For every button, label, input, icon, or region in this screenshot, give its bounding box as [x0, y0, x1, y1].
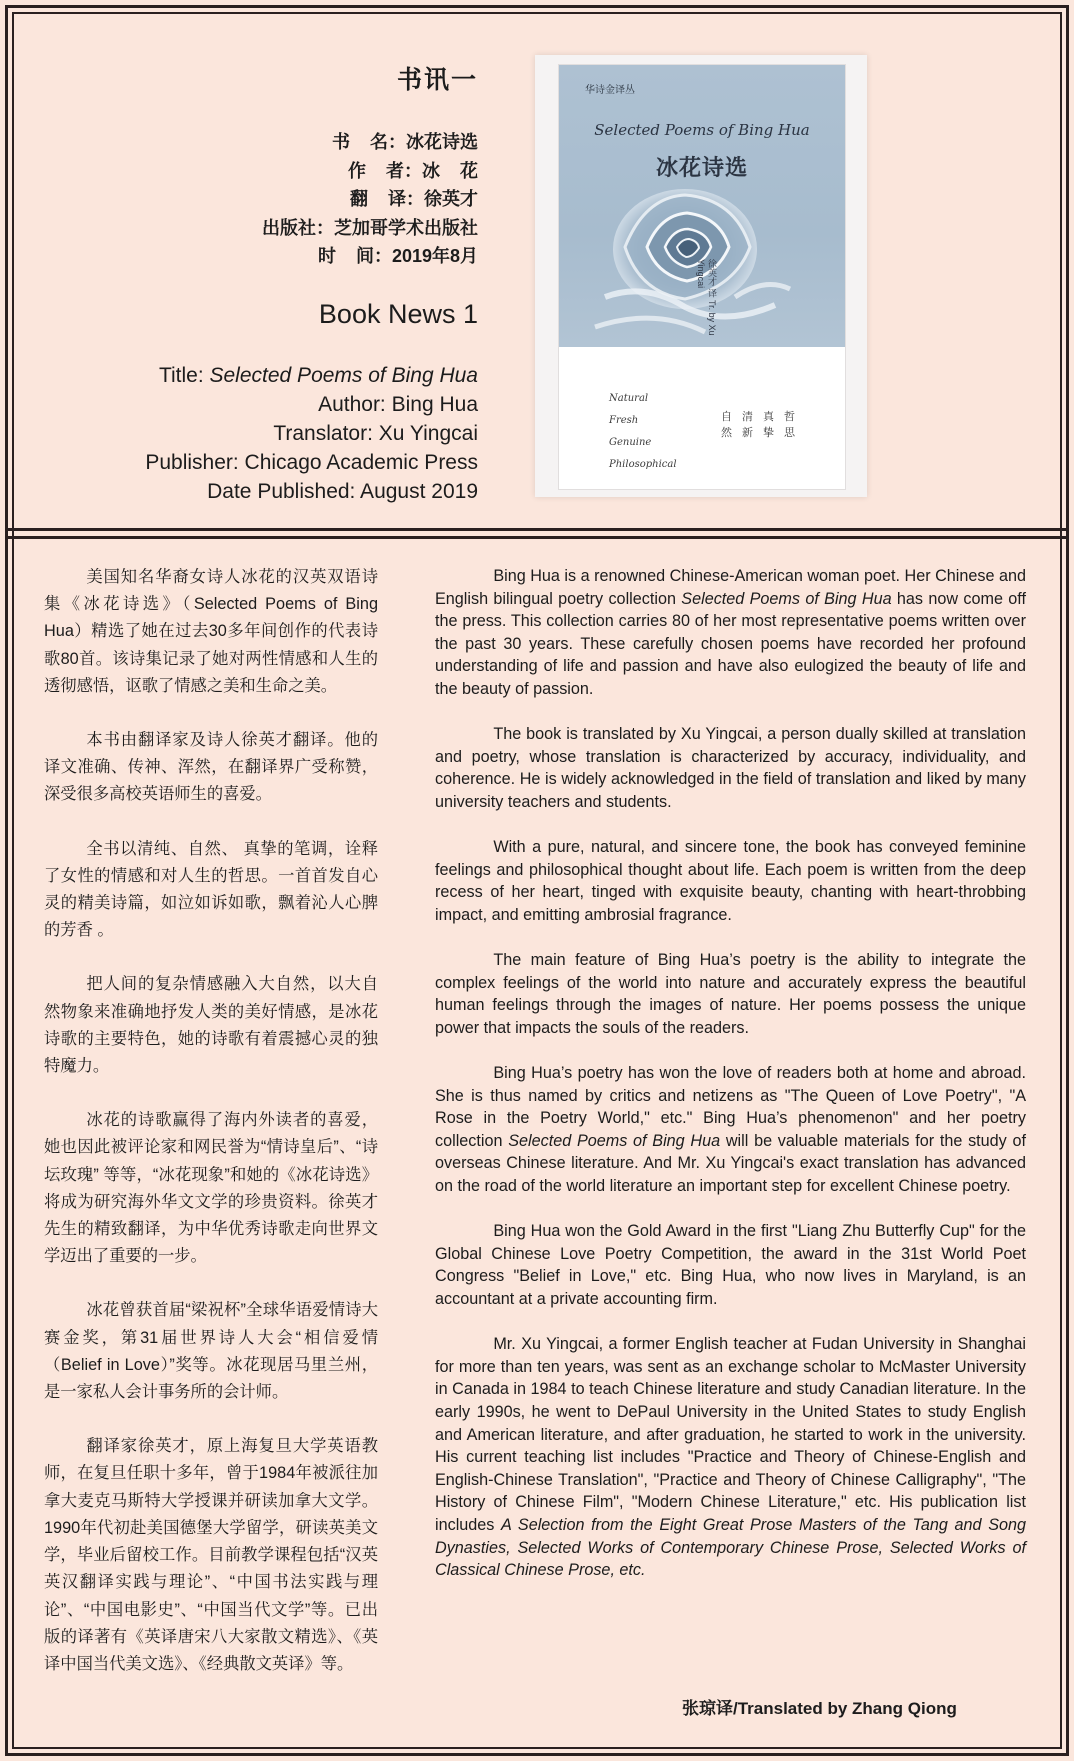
book-cover-image	[535, 55, 867, 497]
en-paragraph: The book is translated by Xu Yingcai, a person dually skilled at translation and poetry, whose translation is characterized by accuracy, individuality, and coherence. He is widely acknowledged in the field of translation and liked by many university teachers and students.	[435, 725, 1026, 811]
en-meta-title	[60, 361, 478, 390]
book-cover	[558, 64, 846, 490]
cover-translator-credit: 徐英才 译 Tr. by Xu Yingcai	[696, 259, 717, 336]
en-meta-publisher: Publisher: Chicago Academic Press	[145, 450, 478, 474]
en-paragraph	[435, 1062, 1026, 1198]
en-book-meta	[60, 361, 478, 506]
zh-paragraph: 翻译家徐英才，原上海复旦大学英语教师，在复旦任职十多年，曾于1984年被派往加拿大麦克马斯特大学授课并研读加拿大文学。1990年代初赴美国德堡大学留学，研读英美文学，毕业后留校工作。目前教学课程包括“汉英英汉翻译实践与理论”、“中国书法实践与理论”、“中国电影史”、“中国当代文学”等。已出版的译著有《英译唐宋八大家散文精选》、《英译中国当代美文选》、《经典散文英译》等。	[44, 1437, 378, 1673]
zh-meta-publisher: 出版社：芝加哥学术出版社	[262, 217, 478, 238]
en-text: Mr. Xu Yingcai, a former English teacher at Fudan University in Shanghai for more than ten years, was sent as an exchange scholar to McMaster University in Canada in 1984 to teach Chinese literature and study Canadian literature. In the early 1990s, he went to DePaul University in the United States to study English and American literature, and after graduation, he started to work in the university. His current teaching list includes "Practice and Theory of Chinese-English and English-Chinese Translation", "Practice and Theory of Chinese Calligraphy", "The History of Chinese Film", "Modern Chinese Literature," etc. His publication list includes	[435, 1335, 1026, 1534]
zh-paragraph: 本书由翻译家及诗人徐英才翻译。他的译文准确、传神、浑然，在翻译界广受称赞，深受很多高校英语师生的喜爱。	[44, 731, 378, 804]
zh-meta-author: 作 者：冰 花	[347, 160, 478, 181]
zh-paragraph: 冰花的诗歌赢得了海内外读者的喜爱，她也因此被评论家和网民誉为“情诗皇后”、“诗坛玫瑰” 等等，“冰花现象”和她的《冰花诗选》将成为研究海外华文文学的珍贵资料。徐英才先生的精致翻译，为中华优秀诗歌走向世界文学迈出了重要的一步。	[44, 1111, 378, 1266]
en-text: has now come off the press. This collection carries 80 of her most representative poems written over the past 30 years. These carefully chosen poems have recorded her profound understanding of life and passion and have also eulogized the beauty of life and the beauty of passion.	[435, 589, 1026, 698]
en-publication-list: A Selection from the Eight Great Prose Masters of the Tang and Song Dynasties, Selected Works of Contemporary Chinese Prose, Selected Works of Classical Chinese Prose, etc.	[435, 1515, 1026, 1580]
cover-word: Genuine	[609, 437, 652, 448]
en-meta-author: Author: Bing Hua	[318, 392, 478, 416]
cover-keywords	[609, 388, 677, 476]
section-divider-double	[5, 536, 1069, 539]
cover-word: Fresh	[609, 415, 639, 426]
zh-meta-date: 时 间：2019年8月	[317, 246, 478, 267]
chinese-article-column	[44, 564, 378, 1705]
zh-paragraph: 把人间的复杂情感融入大自然，以大自然物象来准确地抒发人类的美好情感，是冰花诗歌的主要特色，她的诗歌有着震撼心灵的独特魔力。	[44, 975, 378, 1076]
translator-credit: 张琼译/Translated by Zhang Qiong	[682, 1699, 957, 1718]
en-heading: Book News 1	[318, 298, 478, 329]
zh-paragraph: 全书以清纯、自然、 真挚的笔调，诠释了女性的情感和对人生的哲思。一首首发自心灵的精美诗篇，如泣如诉如歌，飘着沁人心脾的芳香 。	[44, 839, 378, 940]
book-info-block	[60, 60, 478, 506]
cover-word: Natural	[609, 393, 649, 404]
cover-word: Philosophical	[609, 459, 677, 470]
en-paragraph: With a pure, natural, and sincere tone, the book has conveyed feminine feelings and philosophical thought about life. Each poem is written from the deep recess of her heart, tinged with exquisite beauty, chanting with heart-throbbing impact, and emitting ambrosial fragrance.	[435, 838, 1026, 924]
zh-paragraph: 冰花曾获首届“梁祝杯”全球华语爱情诗大赛金奖，第31届世界诗人大会“相信爱情（Belief in Love）”奖等。冰花现居马里兰州，是一家私人会计事务所的会计师。	[44, 1301, 378, 1402]
section-divider	[5, 528, 1069, 531]
cover-zh-title: 冰花诗选	[655, 155, 748, 180]
rose-illustration	[585, 177, 797, 342]
zh-book-meta	[60, 128, 478, 271]
en-paragraph: The main feature of Bing Hua’s poetry is the ability to integrate the complex feelings of the world into nature and accurately express the beautiful human feelings through the images of nature. Her poems possess the unique power that impacts the souls of the readers.	[435, 951, 1026, 1037]
zh-meta-title: 书 名：冰花诗选	[331, 132, 478, 152]
cover-zh-keywords	[721, 409, 805, 441]
zh-meta-translator: 翻 译：徐英才	[349, 189, 478, 210]
english-article-column	[435, 565, 1026, 1604]
zh-paragraph: 美国知名华裔女诗人冰花的汉英双语诗集《冰花诗选》（Selected Poems of Bing Hua）精选了她在过去30多年间创作的代表诗歌80首。该诗集记录了她对两性情感和人生的透彻感悟，讴歌了情感之美和生命之美。	[44, 568, 378, 695]
en-meta-date: Date Published: August 2019	[207, 479, 478, 503]
en-text: Bing Hua’s poetry has won the love of readers both at home and abroad. She is thus named by critics and netizens as "The Queen of Love Poetry", "A Rose in the Poetry World," etc." Bing Hua’s phenomenon" and her poetry collection	[435, 1064, 1026, 1150]
en-paragraph	[435, 565, 1026, 701]
en-paragraph: Bing Hua won the Gold Award in the first "Liang Zhu Butterfly Cup" for the Global Chinese Love Poetry Competition, the award in the 31st World Poet Congress "Belief in Love," etc. Bing Hua, who now lives in Maryland, is an accountant at a private accounting firm.	[435, 1222, 1026, 1308]
zh-heading: 书讯一	[396, 66, 478, 94]
en-title-label: Title:	[158, 363, 210, 387]
en-paragraph	[435, 1333, 1026, 1582]
en-text: Bing Hua is a renowned Chinese-American woman poet. Her Chinese and English bilingual poetry collection	[435, 567, 1026, 608]
cover-en-title: Selected Poems of Bing Hua	[594, 121, 810, 139]
cover-zh-word-row: 自清真哲	[721, 411, 805, 423]
en-meta-translator: Translator: Xu Yingcai	[273, 421, 478, 445]
en-title-value: Selected Poems of Bing Hua	[209, 363, 478, 387]
en-book-title: Selected Poems of Bing Hua	[508, 1131, 721, 1150]
en-text: will be valuable materials for the study of overseas Chinese literature. And Mr. Xu Yingcai's exact translation has advanced on the road of the world literature an important step for excellent Chinese poetry.	[435, 1131, 1027, 1196]
en-book-title: Selected Poems of Bing Hua	[681, 589, 892, 608]
cover-series-name: 华诗金译丛	[585, 85, 635, 96]
cover-zh-word-row: 然新挚思	[721, 427, 805, 439]
